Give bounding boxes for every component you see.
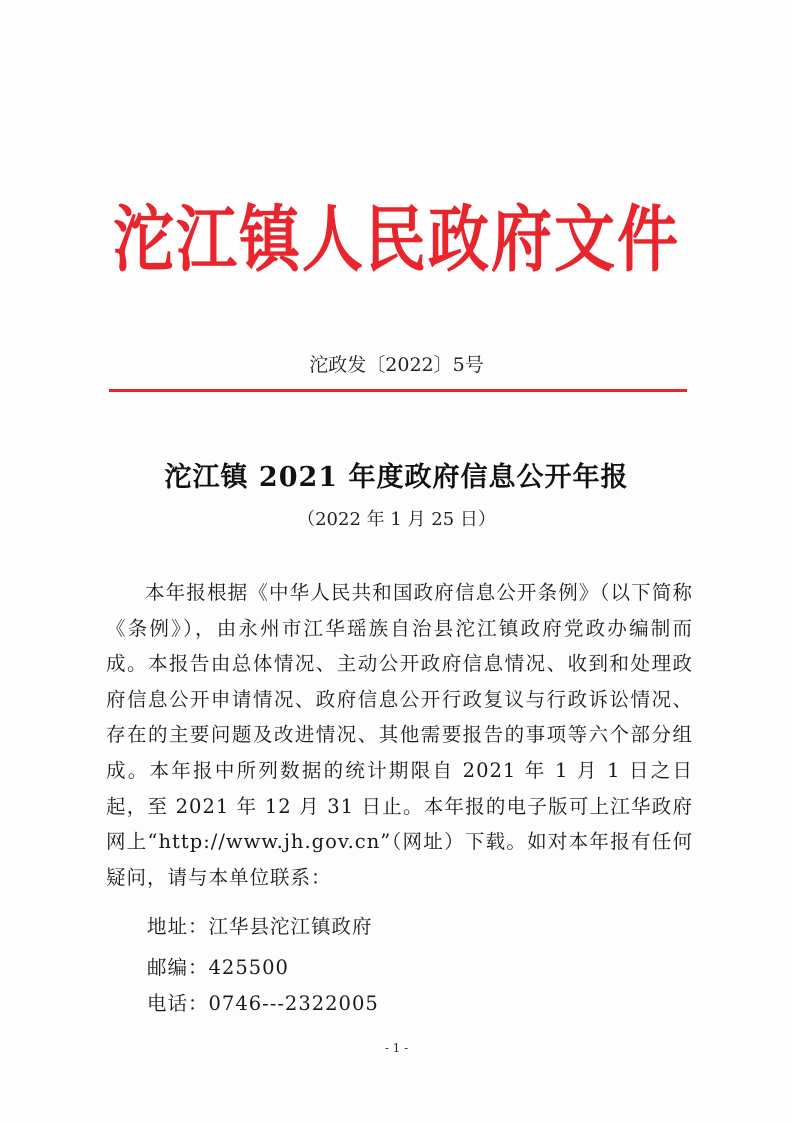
report-title: 沱江镇 2021 年度政府信息公开年报	[164, 462, 629, 493]
red-divider-line	[109, 389, 687, 392]
postcode-value: 425500	[208, 956, 289, 979]
contact-postcode	[147, 953, 289, 983]
document-header-title: 沱江镇人民政府文件	[112, 198, 680, 283]
report-body	[106, 575, 693, 895]
phone-value: 0746---2322005	[208, 992, 379, 1015]
document-number: 沱政发〔2022〕5号	[309, 354, 484, 376]
report-date: （2022 年 1 月 25 日）	[297, 509, 496, 530]
contact-phone	[147, 989, 379, 1019]
page-number: - 1 -	[384, 1041, 409, 1055]
postcode-label: 邮编：	[147, 956, 209, 979]
phone-label: 电话：	[147, 992, 209, 1015]
address-value: 江华县沱江镇政府	[208, 915, 373, 938]
intro-paragraph: 本年报根据《中华人民共和国政府信息公开条例》（以下简称《条例》），由永州市江华瑶族自治县沱江镇政府党政办编制而成。本报告由总体情况、主动公开政府信息情况、收到和处理政府信息公开申请情况、政府信息公开行政复议与行政诉讼情况、存在的主要问题及改进情况、其他需要报告的事项等六个部分组成。本年报中所列数据的统计期限自 2021 年 1 月 1 日之日起，至 2021 年 12 月 31 日止。本年报的电子版可上江华政府网上“http://www.jh.gov.cn”（网址）下载。如对本年报有任何疑问，请与本单位联系：	[106, 581, 693, 889]
address-label: 地址：	[147, 915, 209, 938]
contact-address	[147, 912, 373, 942]
